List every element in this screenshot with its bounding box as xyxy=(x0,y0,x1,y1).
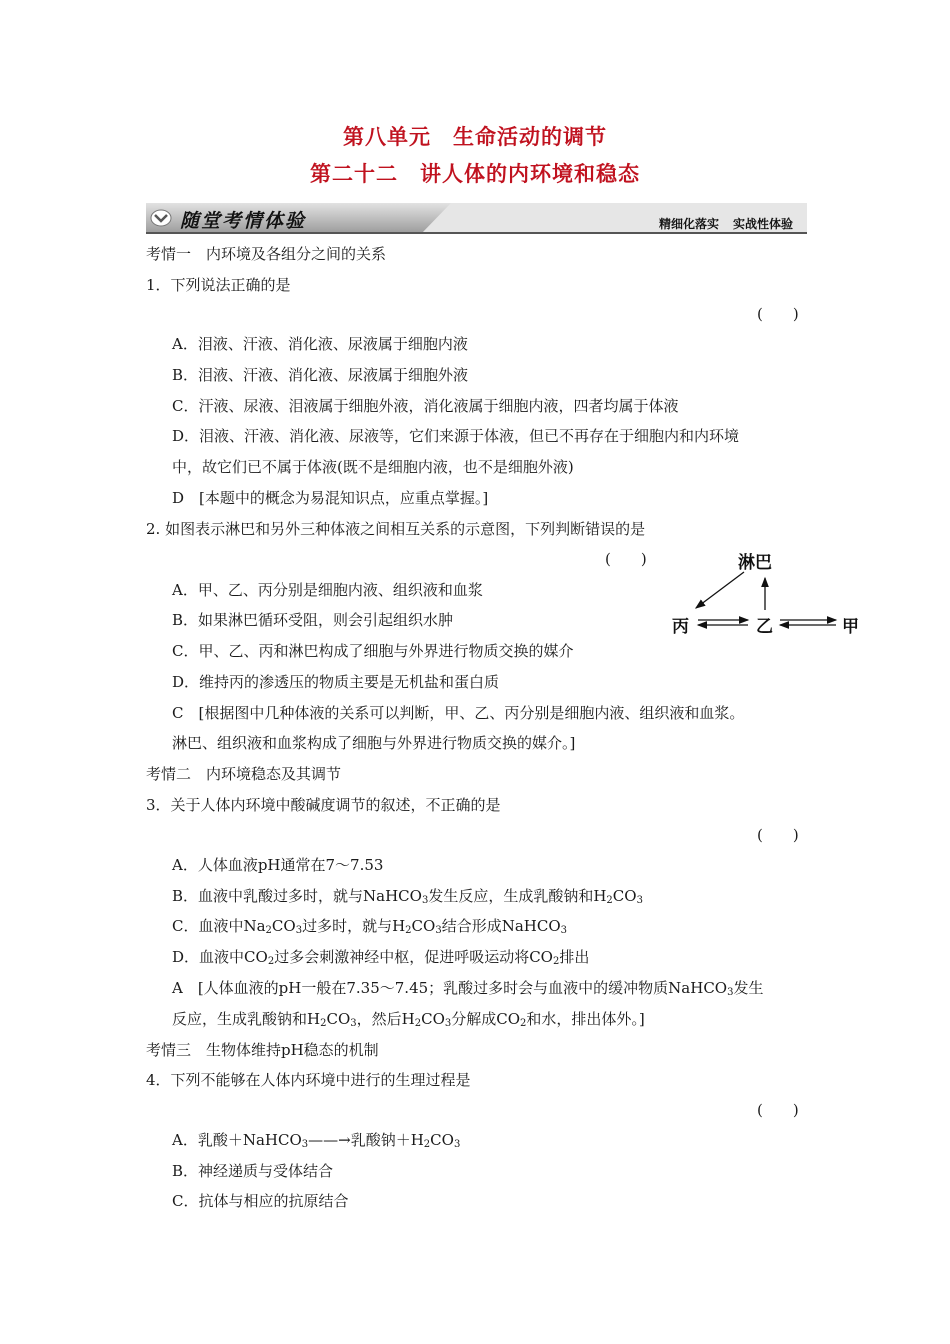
section-banner xyxy=(146,203,807,234)
q1-option-d-line1: D．泪液、汗液、消化液、尿液等，它们来源于体液，但已不再存在于细胞内和内环境 xyxy=(172,427,740,445)
q1-option-b: B．泪液、汗液、消化液、尿液属于细胞外液 xyxy=(172,366,469,384)
section-1-heading: 考情一 内环境及各组分之间的关系 xyxy=(146,245,387,263)
body-fluid-diagram xyxy=(668,548,868,638)
q4-stem: 4．下列不能够在人体内环境中进行的生理过程是 xyxy=(146,1071,471,1089)
q2-answer-line2: 淋巴、组织液和血浆构成了细胞与外界进行物质交换的媒介。] xyxy=(172,734,576,752)
q3-option-d: D．血液中$CO_2$过多会刺激神经中枢，促进呼吸运动将$CO_2$排出 xyxy=(172,948,590,967)
q1-option-d-line2: 中，故它们已不属于体液(既不是细胞内液，也不是细胞外液) xyxy=(172,458,574,476)
unit-title: 第八单元 生命活动的调节 xyxy=(343,125,607,149)
section-3-heading: 考情三 生物体维持pH稳态的机制 xyxy=(146,1041,379,1059)
q3-answer-line2: 反应，生成乳酸钠和$H_2CO_3$，然后$H_2CO_3$分解成$CO_2$和水，排出体外。] xyxy=(172,1010,645,1029)
banner-title: 随堂考情体验 xyxy=(180,210,307,232)
q3-option-b: B．血液中乳酸过多时，就与NaHCO$_3$发生反应，生成乳酸钠和$H_2CO_3$ xyxy=(172,887,643,906)
q2-answer-bracket: ( ) xyxy=(605,550,647,568)
banner-tag-2: 实战性体验 xyxy=(732,217,793,231)
diagram-node-yi: 乙 xyxy=(756,617,773,637)
q2-option-a: A．甲、乙、丙分别是细胞内液、组织液和血浆 xyxy=(172,581,483,599)
q1-option-a: A．泪液、汗液、消化液、尿液属于细胞内液 xyxy=(172,335,468,353)
section-2-heading: 考情二 内环境稳态及其调节 xyxy=(146,765,342,783)
q4-option-b: B．神经递质与受体结合 xyxy=(172,1162,334,1180)
banner-tags xyxy=(659,215,793,232)
q2-stem: 2. 如图表示淋巴和另外三种体液之间相互关系的示意图，下列判断错误的是 xyxy=(146,520,646,538)
lesson-title: 第二十二 讲人体的内环境和稳态 xyxy=(310,162,640,186)
q3-answer-line1: A [人体血液的pH一般在7.35～7.45；乳酸过多时会与血液中的缓冲物质NaHCO$_3$发生 xyxy=(172,979,764,998)
q1-stem: 1．下列说法正确的是 xyxy=(146,276,291,294)
diagram-node-bing: 丙 xyxy=(672,617,689,637)
q2-option-d: D．维持丙的渗透压的物质主要是无机盐和蛋白质 xyxy=(172,673,500,691)
q1-answer-bracket: ( ) xyxy=(757,305,799,323)
q1-option-c: C．汗液、尿液、泪液属于细胞外液，消化液属于细胞内液，四者均属于体液 xyxy=(172,397,679,415)
banner-tag-1: 精细化落实 xyxy=(658,217,719,231)
q3-stem: 3．关于人体内环境中酸碱度调节的叙述，不正确的是 xyxy=(146,796,501,814)
q2-option-c: C．甲、乙、丙和淋巴构成了细胞与外界进行物质交换的媒介 xyxy=(172,642,574,660)
diagram-node-jia: 甲 xyxy=(842,617,859,637)
q2-option-b: B．如果淋巴循环受阻，则会引起组织水肿 xyxy=(172,611,454,629)
q3-option-a: A．人体血液pH通常在7～7.53 xyxy=(172,856,384,874)
q3-option-c: C．血液中$Na_2CO_3$过多时，就与$H_2CO_3$结合形成NaHCO$_3$ xyxy=(172,917,568,936)
q1-answer: D [本题中的概念为易混知识点，应重点掌握。] xyxy=(172,489,489,507)
q4-answer-bracket: ( ) xyxy=(757,1101,799,1119)
q3-answer-bracket: ( ) xyxy=(757,826,799,844)
q4-option-a: A．乳酸＋NaHCO$_3$——→乳酸钠$+H_2CO_3$ xyxy=(172,1131,461,1150)
diagram-node-lymph: 淋巴 xyxy=(738,553,772,573)
q2-answer-line1: C [根据图中几种体液的关系可以判断，甲、乙、丙分别是细胞内液、组织液和血浆。 xyxy=(172,704,745,722)
q4-option-c: C．抗体与相应的抗原结合 xyxy=(172,1192,349,1210)
